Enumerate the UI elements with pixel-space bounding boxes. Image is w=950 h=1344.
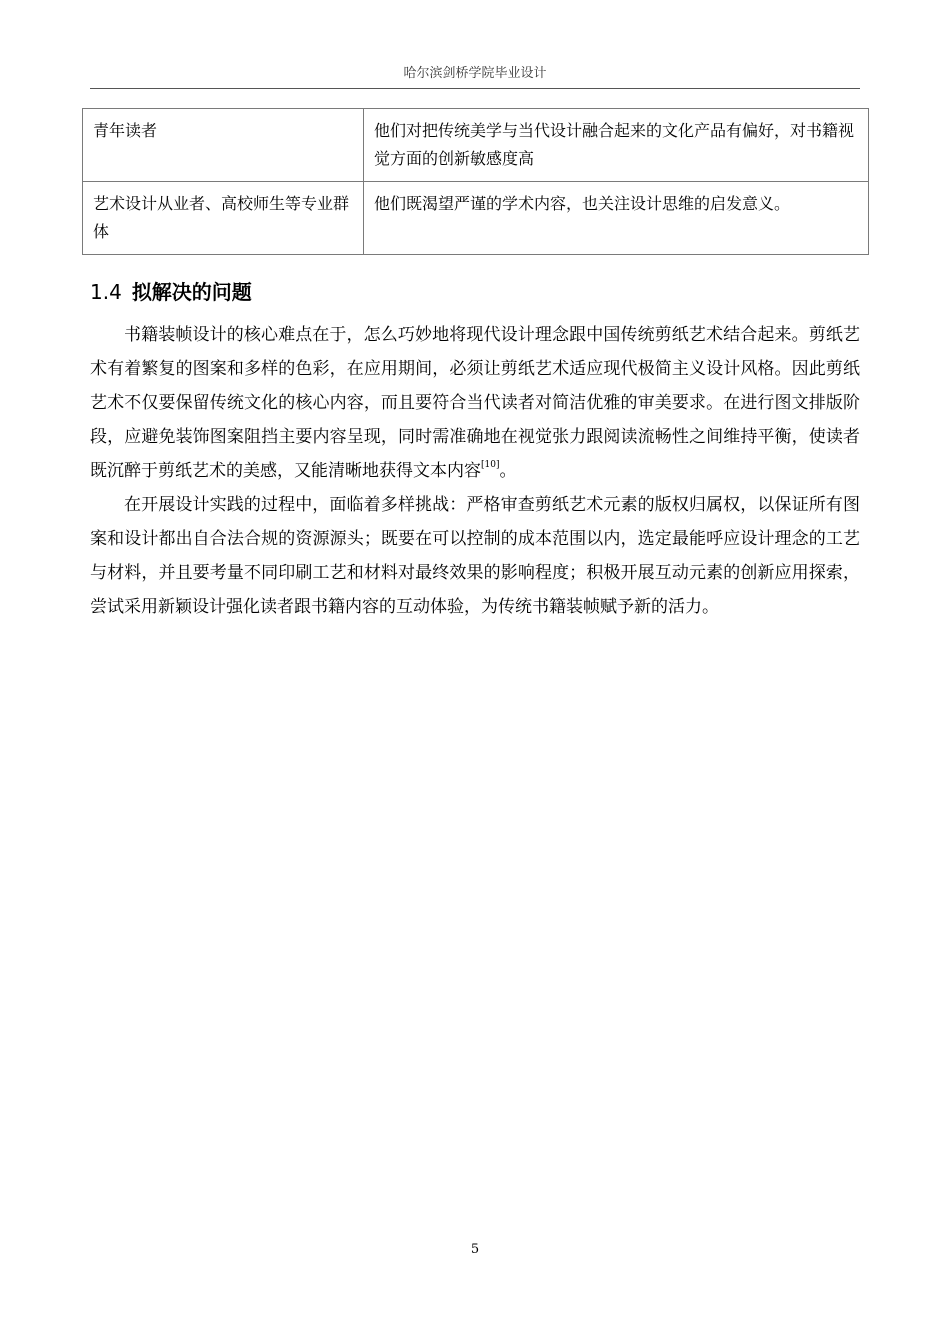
table-row [83,109,869,182]
table-cell-description: 他们既渴望严谨的学术内容，也关注设计思维的启发意义。 [364,182,869,255]
table-row [83,182,869,255]
section-number: 1.4 [90,280,122,304]
audience-table [82,108,869,255]
paragraph [90,488,860,624]
paragraph-end: 。 [499,461,517,481]
paragraph [90,318,860,488]
paragraph-text: 在开展设计实践的过程中，面临着多样挑战：严格审查剪纸艺术元素的版权归属权，以保证所有图案和设计都出自合法合规的资源源头；既要在可以控制的成本范围以内，选定最能呼应设计理念的工艺与材料，并且要考量不同印刷工艺和材料对最终效果的影响程度；积极开展互动元素的创新应用探索，尝试采用新颖设计强化读者跟书籍内容的互动体验，为传统书籍装帧赋予新的活力。 [90,495,860,617]
table-cell-group: 青年读者 [83,109,364,182]
table-cell-description: 他们对把传统美学与当代设计融合起来的文化产品有偏好，对书籍视觉方面的创新敏感度高 [364,109,869,182]
section-heading [90,277,252,307]
section-title: 拟解决的问题 [131,280,252,304]
page-number: 5 [470,1242,480,1257]
body-text [90,318,860,624]
citation-reference: [10] [481,460,500,470]
header-divider [90,88,860,89]
table-cell-group: 艺术设计从业者、高校师生等专业群体 [83,182,364,255]
page-header-title: 哈尔滨剑桥学院毕业设计 [403,66,547,81]
paragraph-text: 书籍装帧设计的核心难点在于，怎么巧妙地将现代设计理念跟中国传统剪纸艺术结合起来。剪纸艺术有着繁复的图案和多样的色彩，在应用期间，必须让剪纸艺术适应现代极简主义设计风格。因此剪纸艺术不仅要保留传统文化的核心内容，而且要符合当代读者对简洁优雅的审美要求。在进行图文排版阶段，应避免装饰图案阻挡主要内容呈现，同时需准确地在视觉张力跟阅读流畅性之间维持平衡，使读者既沉醉于剪纸艺术的美感，又能清晰地获得文本内容 [90,325,860,481]
